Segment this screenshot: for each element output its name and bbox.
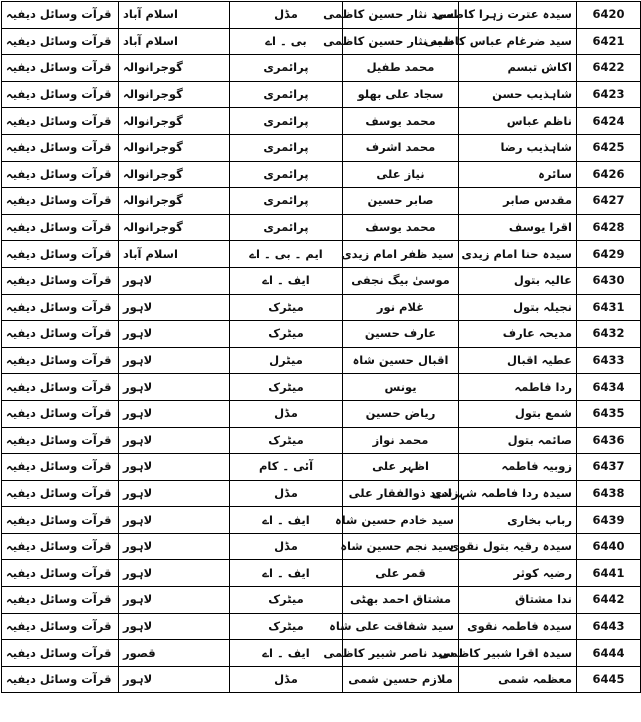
serial-number-cell: 6436 — [577, 427, 641, 454]
source-cell: قرآت وسائل دیفیہ — [2, 480, 119, 507]
name-cell: ردا فاطمہ — [459, 374, 577, 401]
father-name-cell: سید خادم حسین شاہ — [343, 507, 459, 534]
city-cell: گوجرانوالہ — [119, 161, 230, 188]
name-cell: اقرا یوسف — [459, 214, 577, 241]
name-cell: سائرہ — [459, 161, 577, 188]
father-name-cell: یونس — [343, 374, 459, 401]
education-cell: میٹرک — [230, 294, 343, 321]
table-row — [2, 188, 641, 215]
source-cell: قرآت وسائل دیفیہ — [2, 613, 119, 640]
education-cell: ایف ۔ اے — [230, 507, 343, 534]
name-cell: سیدہ اقرا شبیر کاظمی — [459, 640, 577, 667]
education-cell: ایم ۔ بی ۔ اے — [230, 241, 343, 268]
serial-number-cell: 6445 — [577, 666, 641, 693]
source-cell: قرآت وسائل دیفیہ — [2, 81, 119, 108]
name-cell: ناظم عباس — [459, 108, 577, 135]
father-name-cell: محمد نواز — [343, 427, 459, 454]
serial-number-cell: 6431 — [577, 294, 641, 321]
table-row — [2, 161, 641, 188]
serial-number-cell: 6442 — [577, 587, 641, 614]
table-row — [2, 108, 641, 135]
serial-number-cell: 6444 — [577, 640, 641, 667]
father-name-cell: سید نجم حسین شاہ — [343, 533, 459, 560]
table-row — [2, 81, 641, 108]
city-cell: گوجرانوالہ — [119, 214, 230, 241]
education-cell: میٹرک — [230, 427, 343, 454]
serial-number-cell: 6424 — [577, 108, 641, 135]
name-cell: نجیلہ بتول — [459, 294, 577, 321]
city-cell: لاہور — [119, 480, 230, 507]
table-row — [2, 55, 641, 82]
name-cell: سیدہ حنا امام زیدی — [459, 241, 577, 268]
table-row — [2, 507, 641, 534]
source-cell: قرآت وسائل دیفیہ — [2, 241, 119, 268]
table-row — [2, 294, 641, 321]
city-cell: لاہور — [119, 267, 230, 294]
education-cell: بی ۔ اے — [230, 28, 343, 55]
city-cell: لاہور — [119, 560, 230, 587]
source-cell: قرآت وسائل دیفیہ — [2, 640, 119, 667]
education-cell: پرائمری — [230, 81, 343, 108]
education-cell: مڈل — [230, 533, 343, 560]
city-cell: لاہور — [119, 400, 230, 427]
table-row — [2, 400, 641, 427]
father-name-cell: محمد یوسف — [343, 214, 459, 241]
father-name-cell: محمد اشرف — [343, 134, 459, 161]
father-name-cell: ریاض حسین — [343, 400, 459, 427]
serial-number-cell: 6441 — [577, 560, 641, 587]
city-cell: لاہور — [119, 666, 230, 693]
table-row — [2, 374, 641, 401]
name-cell: سید ضرغام عباس کاظمی — [459, 28, 577, 55]
name-cell: سیدہ ردا فاطمہ شہزادی — [459, 480, 577, 507]
city-cell: لاہور — [119, 347, 230, 374]
name-cell: اکاش تبسم — [459, 55, 577, 82]
education-cell: پرائمری — [230, 55, 343, 82]
name-cell: ندا مشتاق — [459, 587, 577, 614]
source-cell: قرآت وسائل دیفیہ — [2, 560, 119, 587]
serial-number-cell: 6428 — [577, 214, 641, 241]
name-cell: عطیہ اقبال — [459, 347, 577, 374]
source-cell: قرآت وسائل دیفیہ — [2, 214, 119, 241]
education-cell: پرائمری — [230, 134, 343, 161]
education-cell: پرائمری — [230, 188, 343, 215]
table-row — [2, 613, 641, 640]
education-cell: مڈل — [230, 400, 343, 427]
city-cell: لاہور — [119, 454, 230, 481]
table-row — [2, 321, 641, 348]
city-cell: قصور — [119, 640, 230, 667]
serial-number-cell: 6423 — [577, 81, 641, 108]
table-body — [2, 2, 641, 693]
father-name-cell: ملازم حسین شمی — [343, 666, 459, 693]
father-name-cell: سید نثار حسین کاظمی — [343, 28, 459, 55]
education-cell: میٹرک — [230, 587, 343, 614]
source-cell: قرآت وسائل دیفیہ — [2, 2, 119, 29]
name-cell: شمع بتول — [459, 400, 577, 427]
father-name-cell: سید نثار حسین کاظمی — [343, 2, 459, 29]
name-cell: مقدس صابر — [459, 188, 577, 215]
source-cell: قرآت وسائل دیفیہ — [2, 587, 119, 614]
name-cell: صائمہ بتول — [459, 427, 577, 454]
father-name-cell: اقبال حسین شاہ — [343, 347, 459, 374]
source-cell: قرآت وسائل دیفیہ — [2, 533, 119, 560]
serial-number-cell: 6422 — [577, 55, 641, 82]
city-cell: لاہور — [119, 427, 230, 454]
serial-number-cell: 6438 — [577, 480, 641, 507]
education-cell: میٹرک — [230, 321, 343, 348]
father-name-cell: نیاز علی — [343, 161, 459, 188]
father-name-cell: غلام نور — [343, 294, 459, 321]
serial-number-cell: 6421 — [577, 28, 641, 55]
table-row — [2, 640, 641, 667]
name-cell: رباب بخاری — [459, 507, 577, 534]
source-cell: قرآت وسائل دیفیہ — [2, 108, 119, 135]
source-cell: قرآت وسائل دیفیہ — [2, 454, 119, 481]
serial-number-cell: 6443 — [577, 613, 641, 640]
source-cell: قرآت وسائل دیفیہ — [2, 55, 119, 82]
name-cell: زوبیہ فاطمہ — [459, 454, 577, 481]
table-row — [2, 560, 641, 587]
source-cell: قرآت وسائل دیفیہ — [2, 427, 119, 454]
table-row — [2, 214, 641, 241]
table-row — [2, 347, 641, 374]
serial-number-cell: 6437 — [577, 454, 641, 481]
father-name-cell: اظہر علی — [343, 454, 459, 481]
source-cell: قرآت وسائل دیفیہ — [2, 294, 119, 321]
serial-number-cell: 6425 — [577, 134, 641, 161]
city-cell: گوجرانوالہ — [119, 81, 230, 108]
source-cell: قرآت وسائل دیفیہ — [2, 400, 119, 427]
father-name-cell: سید ظفر امام زیدی — [343, 241, 459, 268]
father-name-cell: قمر علی — [343, 560, 459, 587]
serial-number-cell: 6432 — [577, 321, 641, 348]
city-cell: لاہور — [119, 533, 230, 560]
education-cell: میٹرک — [230, 613, 343, 640]
serial-number-cell: 6435 — [577, 400, 641, 427]
city-cell: گوجرانوالہ — [119, 55, 230, 82]
name-cell: رضیہ کوثر — [459, 560, 577, 587]
education-cell: پرائمری — [230, 108, 343, 135]
source-cell: قرآت وسائل دیفیہ — [2, 347, 119, 374]
father-name-cell: محمد یوسف — [343, 108, 459, 135]
table-row — [2, 533, 641, 560]
father-name-cell: سید شفاقت علی شاہ — [343, 613, 459, 640]
city-cell: لاہور — [119, 613, 230, 640]
table-row — [2, 587, 641, 614]
education-cell: مڈل — [230, 666, 343, 693]
table-row — [2, 28, 641, 55]
city-cell: لاہور — [119, 507, 230, 534]
father-name-cell: عارف حسین — [343, 321, 459, 348]
father-name-cell: مشتاق احمد بھٹی — [343, 587, 459, 614]
education-cell: مڈل — [230, 2, 343, 29]
education-cell: ایف ۔ اے — [230, 560, 343, 587]
serial-number-cell: 6440 — [577, 533, 641, 560]
source-cell: قرآت وسائل دیفیہ — [2, 134, 119, 161]
source-cell: قرآت وسائل دیفیہ — [2, 374, 119, 401]
source-cell: قرآت وسائل دیفیہ — [2, 161, 119, 188]
name-cell: سیدہ رقیہ بتول نقوی — [459, 533, 577, 560]
city-cell: لاہور — [119, 321, 230, 348]
city-cell: اسلام آباد — [119, 28, 230, 55]
education-cell: ایف ۔ اے — [230, 267, 343, 294]
source-cell: قرآت وسائل دیفیہ — [2, 666, 119, 693]
city-cell: لاہور — [119, 294, 230, 321]
name-cell: سیدہ عترت زہرا کاظمی — [459, 2, 577, 29]
serial-number-cell: 6430 — [577, 267, 641, 294]
city-cell: لاہور — [119, 587, 230, 614]
father-name-cell: سید ذوالفقار علی — [343, 480, 459, 507]
education-cell: ایف ۔ اے — [230, 640, 343, 667]
city-cell: اسلام آباد — [119, 2, 230, 29]
name-cell: عالیہ بتول — [459, 267, 577, 294]
serial-number-cell: 6420 — [577, 2, 641, 29]
education-cell: پرائمری — [230, 161, 343, 188]
table-row — [2, 480, 641, 507]
city-cell: اسلام آباد — [119, 241, 230, 268]
name-cell: شاہذیب رضا — [459, 134, 577, 161]
city-cell: گوجرانوالہ — [119, 134, 230, 161]
document-page — [1, 1, 625, 719]
father-name-cell: موسیٰ بیگ نجفی — [343, 267, 459, 294]
name-cell: معظمہ شمی — [459, 666, 577, 693]
serial-number-cell: 6429 — [577, 241, 641, 268]
education-cell: میٹرل — [230, 347, 343, 374]
name-cell: مدیحہ عارف — [459, 321, 577, 348]
source-cell: قرآت وسائل دیفیہ — [2, 188, 119, 215]
education-cell: پرائمری — [230, 214, 343, 241]
father-name-cell: صابر حسین — [343, 188, 459, 215]
serial-number-cell: 6426 — [577, 161, 641, 188]
source-cell: قرآت وسائل دیفیہ — [2, 267, 119, 294]
table-row — [2, 454, 641, 481]
city-cell: گوجرانوالہ — [119, 188, 230, 215]
education-cell: آئی ۔ کام — [230, 454, 343, 481]
table-row — [2, 267, 641, 294]
table-row — [2, 427, 641, 454]
city-cell: لاہور — [119, 374, 230, 401]
father-name-cell: سجاد علی بھلو — [343, 81, 459, 108]
education-cell: مڈل — [230, 480, 343, 507]
serial-number-cell: 6433 — [577, 347, 641, 374]
serial-number-cell: 6427 — [577, 188, 641, 215]
table-row — [2, 666, 641, 693]
serial-number-cell: 6439 — [577, 507, 641, 534]
father-name-cell: سید ناصر شبیر کاظمی — [343, 640, 459, 667]
father-name-cell: محمد طفیل — [343, 55, 459, 82]
table-row — [2, 134, 641, 161]
student-register-table — [1, 1, 641, 693]
city-cell: گوجرانوالہ — [119, 108, 230, 135]
table-row — [2, 241, 641, 268]
name-cell: سیدہ فاطمہ نقوی — [459, 613, 577, 640]
serial-number-cell: 6434 — [577, 374, 641, 401]
name-cell: شاہذیب حسن — [459, 81, 577, 108]
source-cell: قرآت وسائل دیفیہ — [2, 507, 119, 534]
table-row — [2, 2, 641, 29]
source-cell: قرآت وسائل دیفیہ — [2, 321, 119, 348]
source-cell: قرآت وسائل دیفیہ — [2, 28, 119, 55]
education-cell: میٹرک — [230, 374, 343, 401]
